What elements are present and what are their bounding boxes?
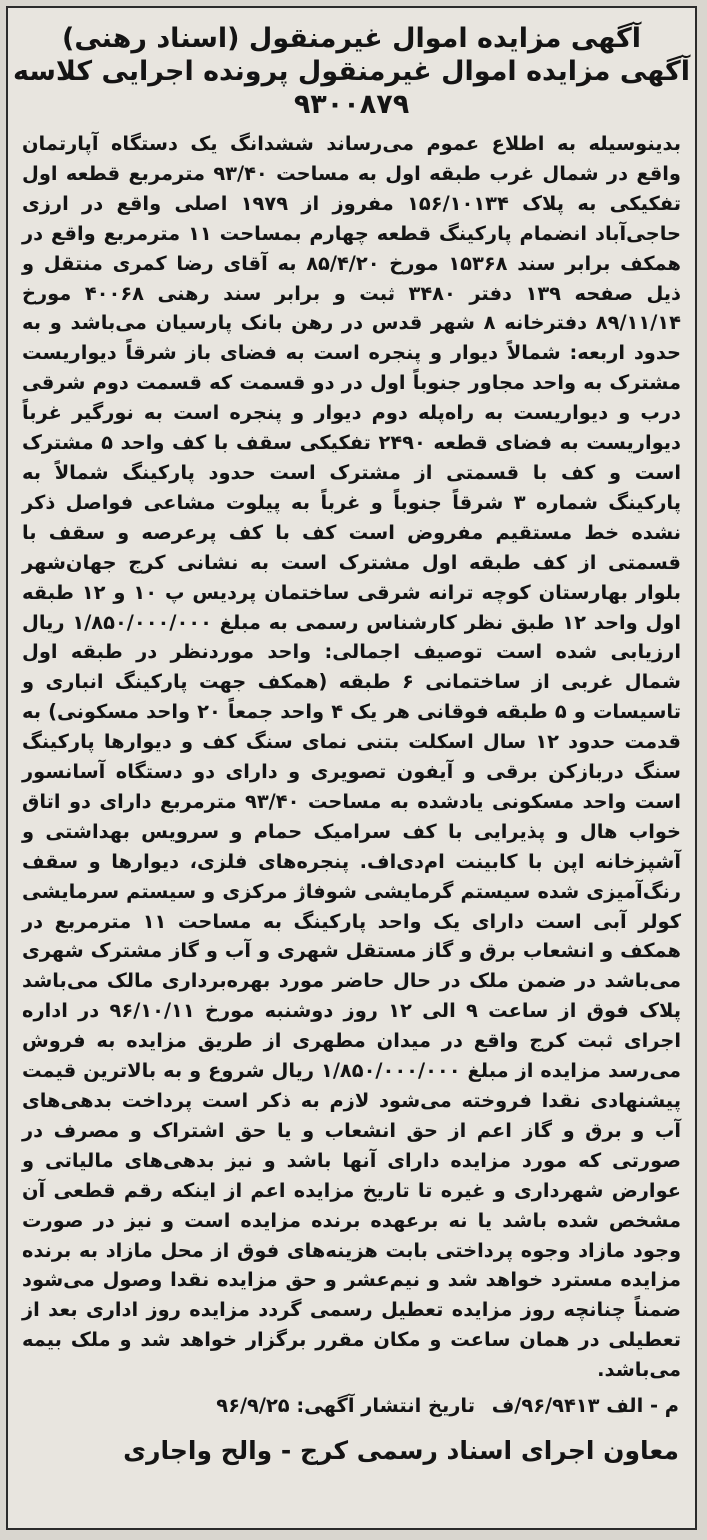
notice-signature: معاون اجرای اسناد رسمی کرج - والح واجاری [123, 1436, 679, 1466]
notice-title-primary: آگهی مزایده اموال غیرمنقول (اسناد رهنی) [61, 23, 641, 54]
notice-title-case-number: آگهی مزایده اموال غیرمنقول پرونده اجرایی کلاسه ۹۳۰۰۸۷۹ [12, 56, 691, 120]
auction-notice [6, 6, 697, 1530]
notice-footer-reference [24, 1391, 679, 1421]
reference-code: م - الف ۹۶/۹۴۱۳/ف [491, 1394, 679, 1418]
notice-body: بدینوسیله به اطلاع عموم می‌رساند ششدانگ یک دستگاه آپارتمان واقع در شمال غرب طبقه اول به مساحت ۹۳/۴۰ مترمربع قطعه اول تفکیکی به پلاک ۱۵۶/۱۰۱۳۴ مفروز از ۱۹۷۹ اصلی واقع در ارزی حاجی‌آباد انضمام پارکینگ قطعه چهارم بمساحت ۱۱ مترمربع واقع در همکف برابر سند ۱۵۳۶۸ مورخ ۸۵/۴/۲۰ به آقای رضا کمری منتقل و ذیل صفحه ۱۳۹ دفتر ۳۴۸۰ ثبت و برابر سند رهنی ۴۰۰۶۸ مورخ ۸۹/۱۱/۱۴ دفترخانه ۸ شهر قدس در رهن بانک پارسیان می‌باشد و به حدود اربعه: شمالاً دیوار و پنجره است به فضای باز شرقاً دیواریست مشترک به واحد مجاور جنوباً اول در دو قسمت که قسمت دوم شرقی درب و دیواریست به راه‌پله دوم دیوار و پنجره است به نورگیر غرباً دیواریست به فضای قطعه ۲۴۹۰ تفکیکی سقف با کف واحد ۵ مشترک است و کف با قسمتی از مشترک است حدود پارکینگ شمالاً به پارکینگ شماره ۳ شرقاً جنوباً و غرباً به پیلوت مشاعی فواصل ذکر نشده خط مستقیم مفروض است کف با کف پرعرصه و سقف با قسمتی از کف طبقه اول مشترک است به نشانی کرج جهان‌شهر بلوار بهارستان کوچه ترانه شرقی ساختمان پردیس پ ۱۰ و ۱۲ طبقه اول واحد ۱۲ طبق نظر کارشناس رسمی به مبلغ ۱/۸۵۰/۰۰۰/۰۰۰ ریال ارزیابی شده است توصیف اجمالی: واحد موردنظر در طبقه اول شمال غربی از ساختمانی ۶ طبقه (همکف جهت پارکینگ انباری و تاسیسات و ۵ طبقه فوقانی هر یک ۴ واحد جمعاً ۲۰ واحد مسکونی) به قدمت حدود ۱۲ سال اسکلت بتنی نمای سنگ کف و دیوارها پارکینگ سنگ دربازکن برقی و آیفون تصویری و دارای دو دستگاه آسانسور است واحد مسکونی یادشده به مساحت ۹۳/۴۰ مترمربع دارای دو اتاق خواب هال و پذیرایی با کف سرامیک حمام و سرویس بهداشتی و آشپزخانه اپن با کابینت ام‌دی‌اف. پنجره‌های فلزی، دیوارها و سقف رنگ‌آمیزی شده سیستم گرمایشی شوفاژ مرکزی و سیستم سرمایشی کولر آبی است دارای یک واحد پارکینگ به مساحت ۱۱ مترمربع در همکف و انشعاب برق و گاز مستقل شهری و آب و گاز مشترک شهری می‌باشد در ضمن ملک در حال حاضر مورد بهره‌برداری مالک می‌باشد پلاک فوق از ساعت ۹ الی ۱۲ روز دوشنبه مورخ ۹۶/۱۰/۱۱ در اداره اجرای ثبت کرج واقع در میدان مطهری از طریق مزایده به فروش می‌رسد مزایده از مبلغ ۱/۸۵۰/۰۰۰/۰۰۰ ریال شروع و به بالاترین قیمت پیشنهادی نقدا فروخته می‌شود لازم به ذکر است پرداخت بدهی‌های آب و برق و گاز اعم از حق انشعاب و یا حق اشتراک و مصرف در صورتی که مورد مزایده دارای آنها باشد و نیز بدهی‌های مالیاتی و عوارض شهرداری و غیره تا تاریخ مزایده اعم از اینکه رقم قطعی آن مشخص شده باشد یا نه برعهده برنده مزایده است و نیز در صورت وجود مازاد وجوه پرداختی بابت هزینه‌های فوق از محل مازاد به برنده مزایده مسترد خواهد شد و نیم‌عشر و حق مزایده نقدا وصول می‌شود ضمناً چنانچه روز مزایده تعطیل رسمی گردد مزایده روز اداری بعد از تعطیلی در همان ساعت و مکان مقرر برگزار خواهد شد و ملک بیمه می‌باشد. [22, 132, 682, 1382]
publish-date: تاریخ انتشار آگهی: ۹۶/۹/۲۵ [216, 1394, 475, 1418]
